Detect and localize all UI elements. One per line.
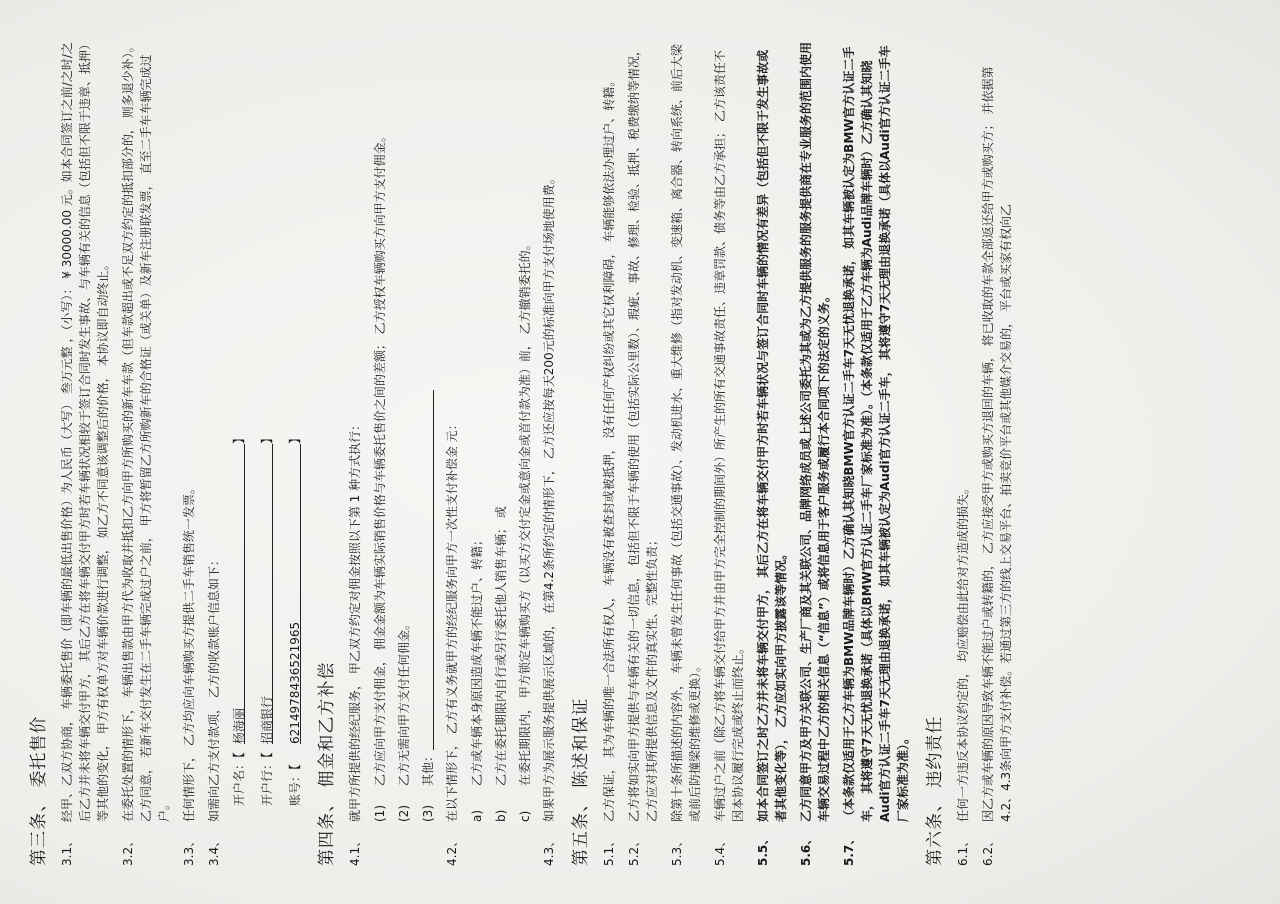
clause-5-4: 5.4、 车辆过户之前（除乙方将车辆交付给甲方并由甲方完全控制的期间外）所产生的所有交通事故责任、违章罚款、债务等由乙方承担； 乙方该责任不因本协议履行完成或终止而终止。: [713, 50, 745, 866]
clause-6-1: 6.1、 任何一方违反本协议约定的， 均应赔偿由此给对方造成的损失。: [956, 482, 970, 866]
clause-3-3: 3.3、 任何情形下， 乙方均应向车辆购买方提供二手车销售统一发票。: [182, 482, 196, 866]
option-3-blank: [419, 390, 434, 750]
option-3: (3) 其他：: [419, 40, 437, 822]
bank-row: 开户行：【 招商银行 】: [260, 431, 274, 806]
clause-3-4: 3.4、 如需向乙方支付款项， 乙方的收款账户信息如下：: [207, 554, 221, 866]
option-2: (2) 乙方无需向甲方支付任何佣金。: [397, 617, 411, 822]
article-3-heading: 第三条、 委托售价: [29, 715, 49, 866]
clause-5-6: 5.6、 乙方同意甲方及甲方关联公司、生产厂商及其关联公司、品牌网络成员或上述公司委托为其或为乙方提供服务的服务提供商在专业服务的范围内使用车辆交易过程中乙方的相关信息（“信息”）或将信息用于客户服务或履行本合同项下的法定的义务。: [799, 41, 831, 866]
account-number-value: 6214978436521965: [286, 444, 301, 744]
clause-4-2: 4.2、 在以下情形下， 乙方有义务就甲方的经纪服务向甲方一次性支付补偿金 元：: [445, 418, 459, 866]
option-1: (1) 乙方应向甲方支付佣金， 佣金金额为车辆实际销售价格与车辆委托售价之间的差额； 乙方授权车辆购买方向甲方支付佣金。: [373, 130, 387, 822]
case-a: a) 乙方或车辆本身原因造成车辆不能过户、转籍；: [470, 533, 484, 822]
clause-6-2: 6.2、 因乙方或车辆的原因导致车辆不能过户或转籍的， 乙方应接受甲方或购买方退回的车辆， 将已收取的车款全部返还给甲方或购买方； 并依据第4.2、4.3条向甲方支付补偿。若通过第三方的线上交易平台、拍卖竞价平台或其他媒介交易的， 平台或买家有权向乙: [981, 66, 1013, 866]
clause-5-1: 5.1、 乙方保证， 其为车辆的唯一合法所有权人， 车辆没有被查封或被抵押， 没有任何产权纠纷或其它权利障碍， 车辆能够依法办理过户、转籍。: [602, 74, 616, 866]
clause-5-7: 5.7、 （本条款仅适用于乙方车辆为BMW品牌车辆时）乙方确认其知晓BMW官方认证二手车7天无忧退换承诺， 如其车辆被认定为BMW官方认证二手车， 其将遵守7天无忧退换承诺（具体以BMW官方认证二手车厂家标准为准）。（本条款仅适用于乙方车辆为Audi品牌车辆时）乙方确认其知晓Audi官方认证二手车7天无理由退换承诺， 如其车辆被认定为Audi官方认证二手车， 其将遵守7天无理由退换承诺（具体以Audi官方认证二手车厂家标准为准）。: [842, 45, 910, 866]
clause-4-3: 4.3、 如果甲方为展示服务提供展示区域的， 在第4.2条所约定的情形下， 乙方还应按每天200元的标准向甲方支付场地使用费。: [542, 172, 556, 866]
clause-5-2: 5.2、 乙方将如实向甲方提供与车辆有关的一切信息， 包括但不限于车辆的使用（包括实际公里数）、瑕疵、事故、修理、检验、抵押、税费缴纳等情况， 乙方应对其所提供信息及文件的真实性、完整性负责；: [627, 44, 659, 866]
case-c: c) 在委托期限内， 甲方锁定车辆购买方（以买方交付定金或意向金或首付款为准）前， 乙方撤销委托的。: [518, 238, 532, 822]
article-4-heading: 第四条、 佣金和乙方补偿: [317, 661, 337, 866]
clause-5-3: 5.3、 除第十条所描述的内容外， 车辆未曾发生任何事故（包括交通事故）、发动机进水、重大维修（指对发动机、变速箱、离合器、转向系统、前后大梁或前后防撞梁的维修或更换）。: [670, 44, 702, 866]
account-holder-value: 杨海丽: [230, 444, 245, 744]
clause-4-1: 4.1、 就甲方所提供的经纪服务， 甲乙双方约定对佣金按照以下第 1 种方式执行：: [348, 418, 362, 866]
case-b: b) 乙方在委托期限内自行或另行委托他人销售车辆； 或: [494, 506, 508, 822]
article-5-heading: 第五条、 陈述和保证: [571, 697, 591, 866]
account-number-row: 账号：【 6214978436521965 】: [288, 431, 302, 806]
clause-3-2: 3.2、 在委托处置的情形下， 车辆出售款由甲方代为收取并抵扣乙方向甲方所购买的新车车款（但车款超出或不足双方约定的抵扣部分的， 则多退少补）。乙方同意， 若新车交付发生在二手车辆完成过户之前， 甲方将暂留乙方所购新车的合格证（或关单）及新车注册联发票， 直至二手车车辆完成过户。: [121, 40, 171, 866]
account-holder-row: 开户名：【 杨海丽 】: [232, 431, 246, 806]
article-6-heading: 第六条、 违约责任: [925, 715, 945, 866]
bank-value: 招商银行: [258, 444, 273, 744]
clause-5-5: 5.5、 如本合同签订之时乙方并未将车辆交付甲方， 其后乙方在将车辆交付甲方时若车辆状况与签订合同时车辆的情况有差异（包括但不限于发生事故或者其他变化等）， 乙方应如实向甲方披露该等情况。: [756, 49, 788, 866]
clause-3-1: 3.1、 经甲、乙双方协商， 车辆委托售价（即车辆的最低出售价格）为人民币（大写） 叁万元整 ，（小写）： ¥ 30000.00 元。如本合同签订之前/之时/之后乙方并未将车辆交付甲方， 其后乙方在将车辆交付甲方时若车辆状况相较于签订合同时发生事故、与车辆有关的信息（包括但不限于违章、抵押）等其他的变化， 甲方有权单方对车辆价款进行调整， 如乙方不同意该调整后的价格， 本协议即自动终止。: [60, 42, 110, 866]
